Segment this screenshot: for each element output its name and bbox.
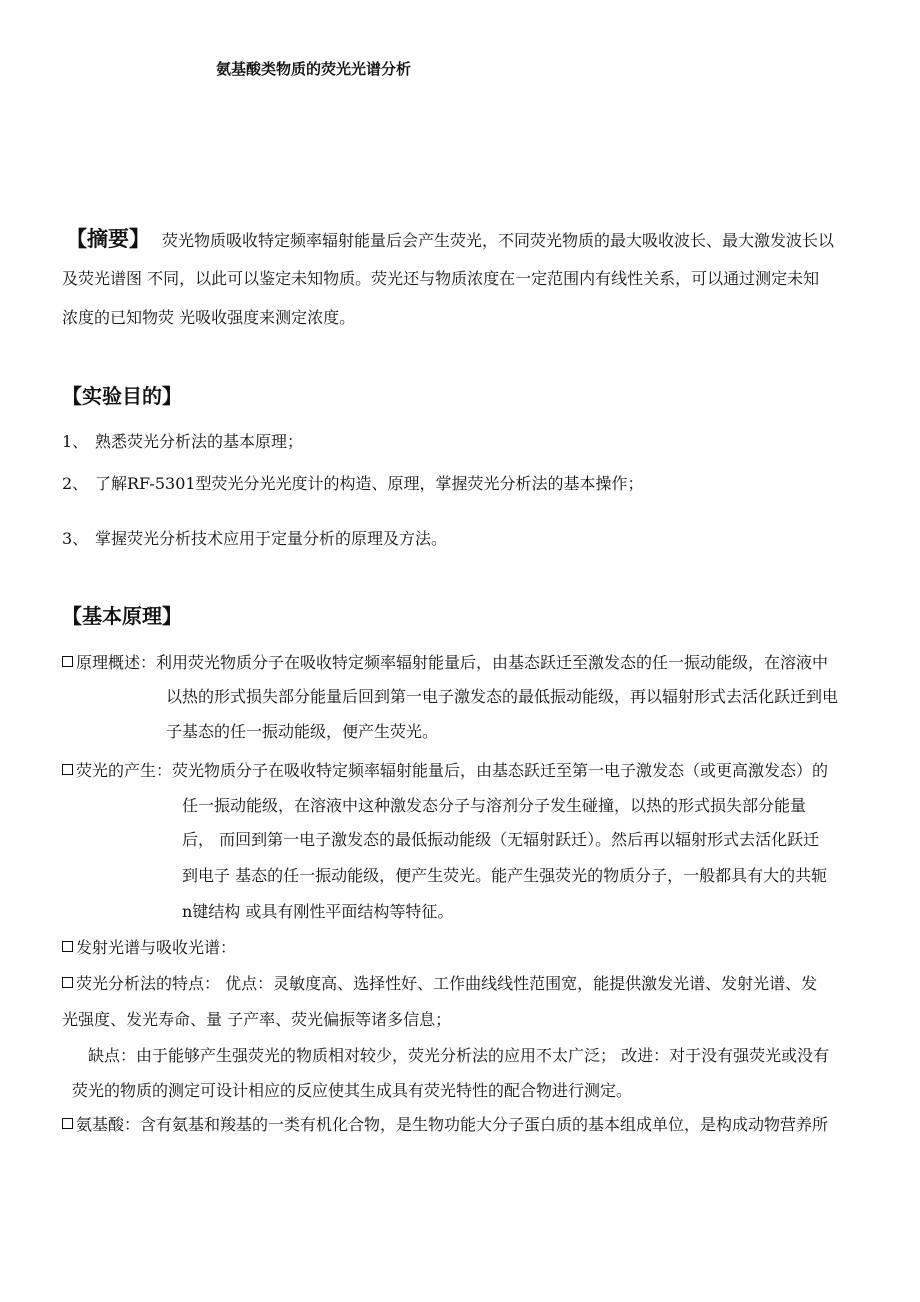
principle-amino — [62, 1114, 828, 1136]
features-line: 光强度、发光寿命、量 子产率、荧光偏振等诸多信息； — [62, 1010, 452, 1029]
checkbox-icon — [62, 1118, 73, 1129]
overview-line: 子基态的任一振动能级，便产生荧光。 — [166, 722, 439, 741]
checkbox-icon — [62, 977, 73, 988]
objective-item — [62, 431, 303, 453]
generation-line: 任一振动能级，在溶液中这种激发态分子与溶剂分子发生碰撞，以热的形式损失部分能量 — [182, 796, 807, 815]
generation-line: 荧光的产生：荧光物质分子在吸收特定频率辐射能量后，由基态跃迁至第一电子激发态（或更高激发态）的 — [76, 761, 829, 780]
overview-line: 原理概述：利用荧光物质分子在吸收特定频率辐射能量后，由基态跃迁至激发态的任一振动能级，在溶液中 — [76, 653, 829, 672]
generation-line: 后， 而回到第一电子激发态的最低振动能级（无辐射跃迁）。然后再以辐射形式去活化跃迁 — [182, 830, 820, 849]
objective-number: 3、 — [62, 529, 89, 548]
spectra-text: 发射光谱与吸收光谱： — [76, 938, 237, 957]
drawbacks-line: 荧光的物质的测定可设计相应的反应使其生成具有荧光特性的配合物进行测定。 — [72, 1081, 633, 1100]
abstract-line: 浓度的已知物荧 光吸收强度来测定浓度。 — [62, 308, 356, 327]
objective-text: 熟悉荧光分析法的基本原理； — [95, 432, 304, 451]
overview-line: 以热的形式损失部分能量后回到第一电子激发态的最低振动能级，再以辐射形式去活化跃迁到电 — [166, 687, 839, 706]
objective-text: 掌握荧光分析技术应用于定量分析的原理及方法。 — [95, 529, 448, 548]
abstract-first-line — [66, 228, 834, 252]
objective-item — [62, 473, 644, 495]
abstract-heading: 【摘要】 — [66, 227, 150, 251]
drawbacks-line: 缺点：由于能够产生强荧光的物质相对较少，荧光分析法的应用不太广泛； 改进：对于没有强荧光或没有 — [88, 1046, 830, 1065]
generation-line: n键结构 或具有刚性平面结构等特征。 — [182, 902, 454, 921]
principle-overview — [62, 652, 828, 674]
principle-spectra — [62, 937, 236, 959]
objective-text: 了解RF-5301型荧光分光光度计的构造、原理，掌握荧光分析法的基本操作； — [95, 474, 644, 493]
principle-generation — [62, 760, 828, 782]
abstract-line: 荧光物质吸收特定频率辐射能量后会产生荧光，不同荧光物质的最大吸收波长、最大激发波长以 — [162, 231, 835, 250]
objectives-heading: 【实验目的】 — [62, 384, 182, 408]
abstract-line: 及荧光谱图 不同，以此可以鉴定未知物质。荧光还与物质浓度在一定范围内有线性关系，可以通过测定未知 — [62, 269, 820, 288]
principle-features — [62, 973, 817, 995]
generation-line: 到电子 基态的任一振动能级，便产生荧光。能产生强荧光的物质分子，一般都具有大的共轭 — [182, 866, 828, 885]
page-title: 氨基酸类物质的荧光光谱分析 — [216, 60, 412, 78]
checkbox-icon — [62, 764, 73, 775]
checkbox-icon — [62, 656, 73, 667]
objective-number: 1、 — [62, 432, 89, 451]
objective-item — [62, 528, 447, 550]
objective-number: 2、 — [62, 474, 89, 493]
principle-heading: 【基本原理】 — [62, 604, 182, 628]
features-line: 荧光分析法的特点： 优点：灵敏度高、选择性好、工作曲线线性范围宽，能提供激发光谱、发射光谱、发 — [76, 974, 818, 993]
checkbox-icon — [62, 941, 73, 952]
amino-text: 氨基酸：含有氨基和羧基的一类有机化合物，是生物功能大分子蛋白质的基本组成单位，是构成动物营养所 — [76, 1115, 829, 1134]
